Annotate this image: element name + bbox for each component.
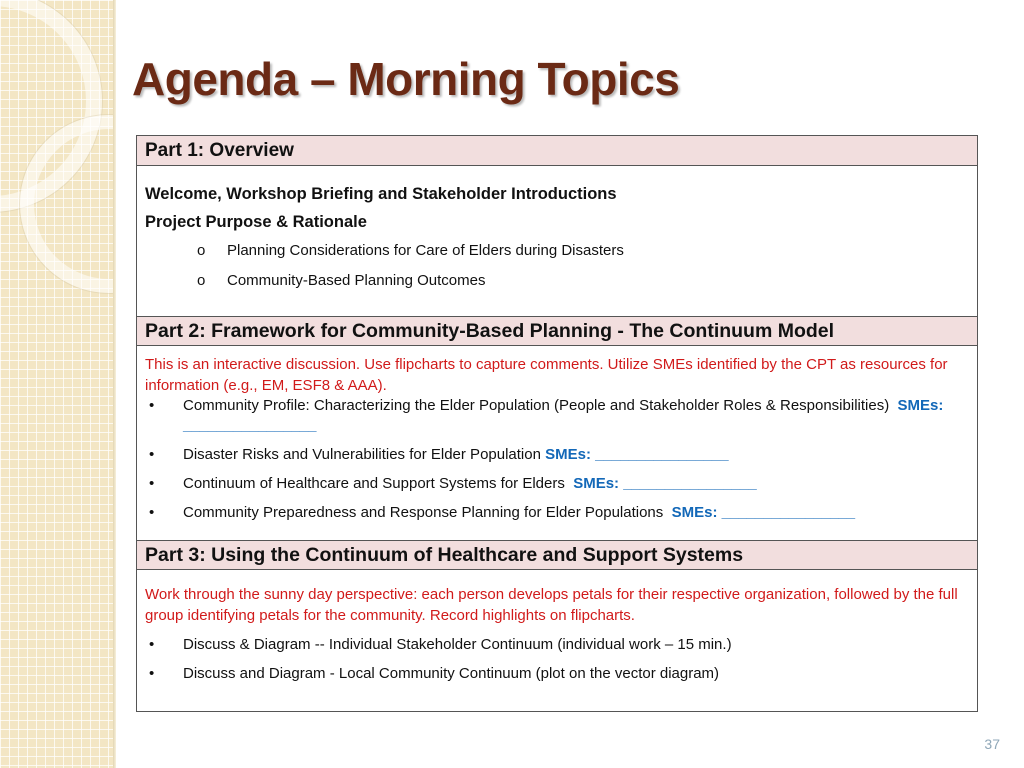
bullet-icon: • (149, 665, 155, 682)
smes-label: SMEs: ________________ (545, 446, 729, 463)
bullet-icon: • (149, 636, 155, 653)
circle-bullet-icon: o (197, 272, 206, 289)
part3-note: Work through the sunny day perspective: each person develops petals for their respective organization, followed by the full group identifying petals for the community. Record highlights on flipcharts. (145, 586, 958, 624)
part1-header: Part 1: Overview (137, 136, 977, 166)
sub-item-text: Community-Based Planning Outcomes (227, 272, 486, 289)
smes-label: SMEs: ________________ (183, 397, 944, 434)
bullet-icon: • (149, 504, 155, 521)
bullet-text: Discuss and Diagram - Local Community Continuum (plot on the vector diagram) (183, 665, 720, 682)
smes-label: SMEs: ________________ (671, 504, 856, 521)
bullet-text: Community Preparedness and Response Planning for Elder Populations (183, 504, 664, 521)
bullet-icon: • (149, 397, 155, 414)
part2-bullet (145, 503, 969, 523)
part3-bullet (145, 664, 969, 684)
bullet-text: Community Profile: Characterizing the Elder Population (People and Stakeholder Roles & Responsibilities) (183, 397, 890, 414)
page-number: 37 (984, 736, 1000, 752)
bullet-text: Discuss & Diagram -- Individual Stakeholder Continuum (individual work – 15 min.) (183, 636, 732, 653)
part3-bullet (145, 635, 969, 655)
decorative-side-strip (0, 0, 113, 768)
part2-bullet (145, 396, 969, 436)
part1-sub-item (145, 236, 969, 266)
circle-bullet-icon: o (197, 242, 206, 259)
bullet-icon: • (149, 446, 155, 463)
strip-edge (113, 0, 116, 768)
sub-item-text: Planning Considerations for Care of Elders during Disasters (227, 242, 624, 259)
part2-body (137, 346, 977, 540)
bullet-text: Continuum of Healthcare and Support Systems for Elders (183, 475, 565, 492)
part1-line: Welcome, Workshop Briefing and Stakeholder Introductions (145, 185, 617, 203)
bullet-text: Disaster Risks and Vulnerabilities for Elder Population (183, 446, 541, 463)
part1-body (137, 166, 977, 316)
smes-label: SMEs: ________________ (573, 475, 757, 492)
part1-line: Project Purpose & Rationale (145, 213, 367, 231)
part3-body (137, 570, 977, 711)
part2-note: This is an interactive discussion. Use flipcharts to capture comments. Utilize SMEs identified by the CPT as resources for information (e.g., EM, ESF8 & AAA). (145, 356, 948, 394)
part3-header: Part 3: Using the Continuum of Healthcare and Support Systems (137, 540, 977, 570)
agenda-table (136, 135, 978, 712)
part1-sub-item (145, 266, 969, 296)
slide-title: Agenda – Morning Topics (132, 53, 680, 105)
bullet-icon: • (149, 475, 155, 492)
part2-bullet (145, 474, 969, 494)
part2-bullet (145, 445, 969, 465)
part2-header: Part 2: Framework for Community-Based Planning - The Continuum Model (137, 316, 977, 346)
